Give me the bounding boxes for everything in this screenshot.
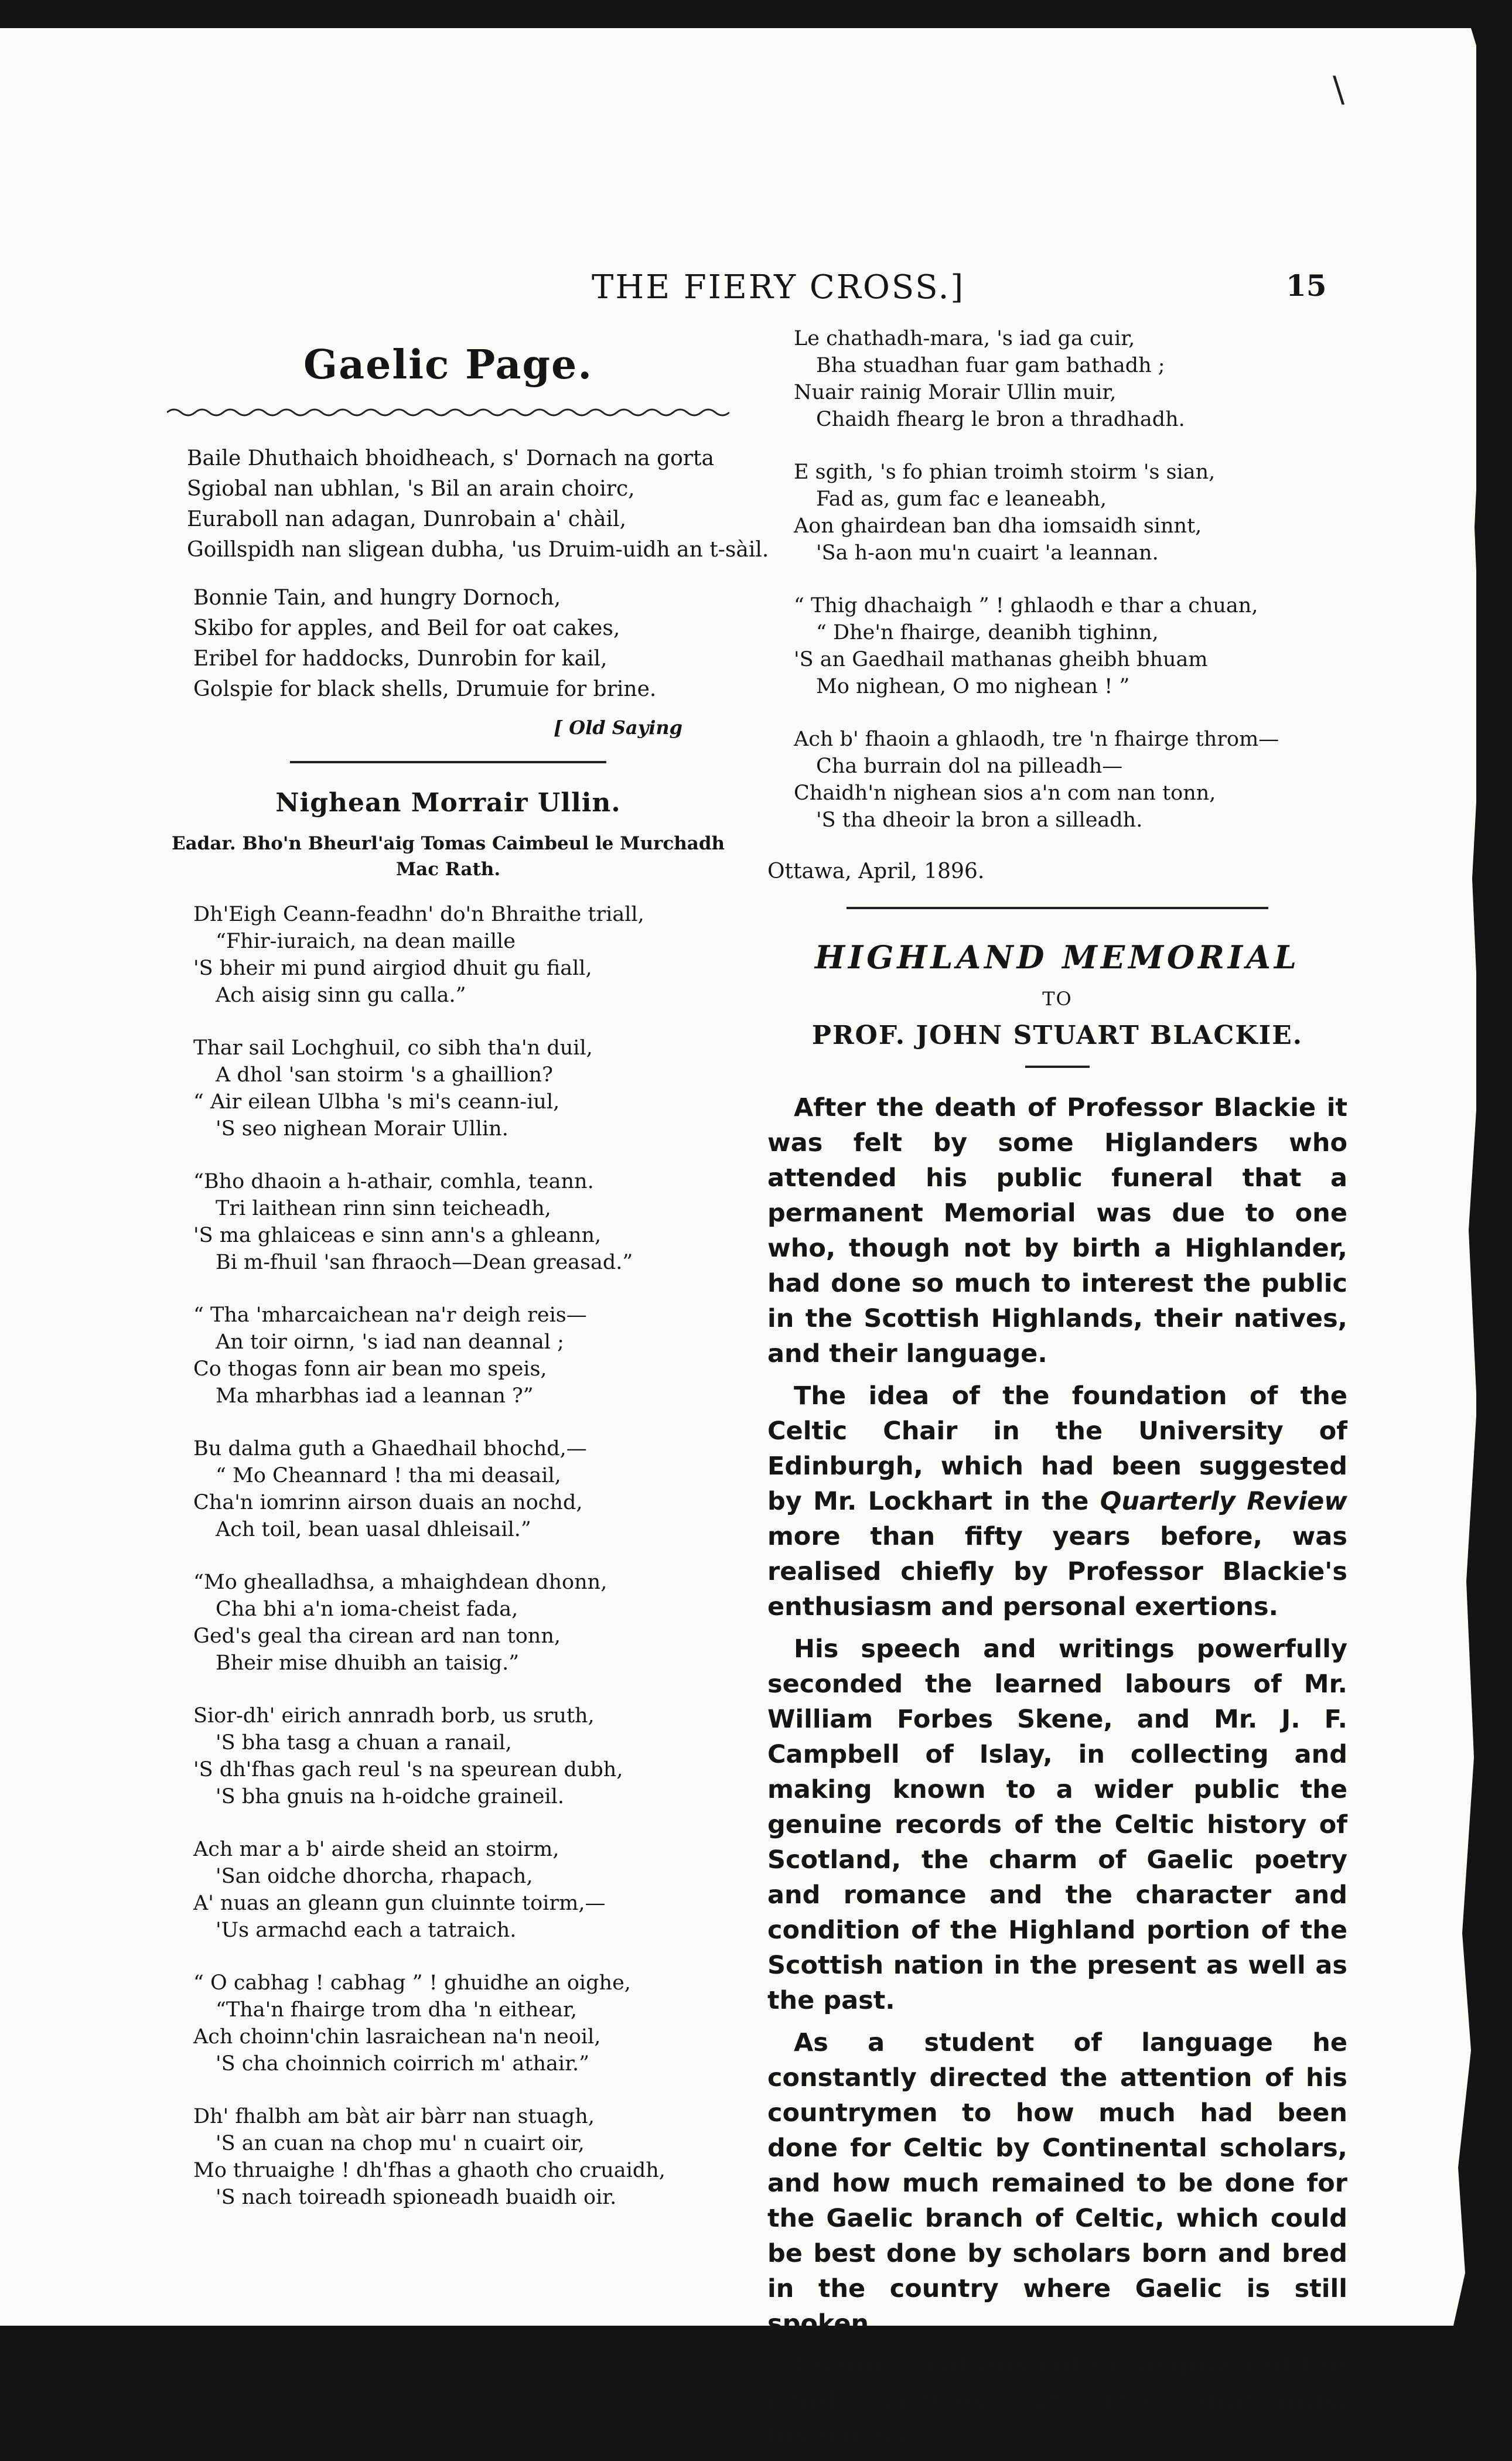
- verse-line: Co thogas fonn air bean mo speis,: [193, 1357, 547, 1381]
- verse-line: “ Mo Cheannard ! tha mi deasail,: [216, 1464, 561, 1487]
- verse-line: A' nuas an gleann gun cluinnte toirm,—: [193, 1892, 606, 1915]
- poem-body-right: [767, 325, 1347, 834]
- memorial-to: TO: [1042, 988, 1073, 1010]
- verse-line: Bheir mise dhuibh an taisig.”: [216, 1651, 520, 1675]
- verse-line: Goillspidh nan sligean dubha, 'us Druim-uidh an t-sàil.: [187, 538, 769, 562]
- verse-line: Chaidh fhearg le bron a thradhadh.: [816, 408, 1185, 431]
- wavy-rule: [167, 406, 729, 419]
- stanza: [767, 459, 1347, 566]
- verse-line: Nuair rainig Morair Ullin muir,: [794, 381, 1117, 404]
- right-column: [767, 325, 1347, 2461]
- verse-line: 'S bheir mi pund airgiod dhuit gu fiall,: [193, 957, 592, 980]
- italic-title: Quarterly Review: [1100, 1487, 1348, 1516]
- verse-line: A dhol 'san stoirm 's a ghaillion?: [216, 1063, 553, 1087]
- article-paragraph: [767, 2349, 1347, 2454]
- memorial-article: [767, 1090, 1347, 2454]
- paragraph-text: more than fifty years before, was realised chiefly by Professor Blackie's enthusiasm and personal exertions.: [767, 1522, 1347, 1622]
- paragraph-text: The idea of the foundation of the Celtic Chair in the University of Edinburgh, which had been suggested by Mr. Lockhart in the: [767, 1381, 1347, 1516]
- verse-line: Eribel for haddocks, Dunrobin for kail,: [193, 647, 607, 671]
- verse-line: Mo nighean, O mo nighean ! ”: [816, 675, 1130, 698]
- verse-line: Baile Dhuthaich bhoidheach, s' Dornach na gorta: [187, 446, 714, 470]
- verse-line: 'S an cuan na chop mu' n cuairt oir,: [216, 2132, 585, 2155]
- verse-line: Thar sail Lochghuil, co sibh tha'n duil,: [193, 1036, 593, 1060]
- stanza: [167, 1035, 729, 1142]
- poem-place-date: Ottawa, April, 1896.: [767, 859, 985, 883]
- stanza: [167, 2103, 729, 2211]
- verse-line: “Fhir-iuraich, na dean maille: [216, 930, 516, 953]
- stanza: [167, 1302, 729, 1409]
- verse-line: 'S bha gnuis na h-oidche graineil.: [216, 1785, 564, 1808]
- verse-line: “Mo ghealladhsa, a mhaighdean dhonn,: [193, 1571, 607, 1594]
- section-title: Gaelic Page.: [303, 342, 593, 388]
- verse-line: Ged's geal tha cirean ard nan tonn,: [193, 1624, 561, 1648]
- verse-line: Bonnie Tain, and hungry Dornoch,: [193, 586, 561, 610]
- verse-line: Ach toil, bean uasal dhleisail.”: [216, 1518, 531, 1541]
- verse-line: Bu dalma guth a Ghaedhail bhochd,—: [193, 1437, 587, 1460]
- verse-line: Bi m-fhuil 'san fhraoch—Dean greasad.”: [216, 1251, 633, 1274]
- page-header: [0, 268, 1512, 309]
- running-title: THE FIERY CROSS.]: [592, 268, 965, 306]
- verse-line: Cha bhi a'n ioma-cheist fada,: [216, 1598, 518, 1621]
- verse-line: Le chathadh-mara, 's iad ga cuir,: [794, 327, 1135, 350]
- verse-line: Sior-dh' eirich annradh borb, us sruth,: [193, 1704, 595, 1728]
- verse-line: Chaidh'n nighean sios a'n com nan tonn,: [794, 781, 1216, 805]
- paragraph-text: After the death of Professor Blackie it was felt by some Higlanders who attended his public funeral that a permanent Memorial was due to one who, though not by birth a Highlander, had done so much to interest the public in the Scottish Highlands, their natives, and their language.: [767, 1093, 1347, 1368]
- article-paragraph: [767, 1090, 1347, 1371]
- memorial-name: PROF. JOHN STUART BLACKIE.: [811, 1020, 1303, 1050]
- verse-line: 'S bha tasg a chuan a ranail,: [216, 1731, 512, 1755]
- heading-rule: [1025, 1066, 1090, 1068]
- torn-page-edge: [1430, 0, 1512, 2326]
- verse-line: 'Us armachd each a tatraich.: [216, 1919, 517, 1942]
- paragraph-text: As a student of language he constantly directed the attention of his countrymen to how much had been done for Celtic by Continental scholars, and how much remained to be done for the Gaelic branch of Celtic, which could be best done by scholars born and bred in the country where Gaelic is still spoken.: [767, 2028, 1347, 2339]
- verse-line: Bha stuadhan fuar gam bathadh ;: [816, 354, 1165, 377]
- stanza: [167, 1168, 729, 1276]
- verse-line: Fad as, gum fac e leaneabh,: [816, 487, 1107, 511]
- stanza: [167, 1702, 729, 1810]
- stanza: [767, 325, 1347, 433]
- article-paragraph: [767, 2025, 1347, 2341]
- memorial-heading: HIGHLAND MEMORIAL: [814, 938, 1301, 976]
- attribution: [ Old Saying: [553, 716, 682, 739]
- verse-line: Ma mharbhas iad a leannan ?”: [216, 1384, 534, 1408]
- verse-line: Aon ghairdean ban dha iomsaidh sinnt,: [794, 514, 1202, 538]
- verse-line: E sgith, 's fo phian troimh stoirm 's sian,: [794, 460, 1216, 484]
- verse-line: Ach choinn'chin lasraichean na'n neoil,: [193, 2025, 601, 2049]
- stanza: [167, 1836, 729, 1944]
- verse-line: An toir oirnn, 's iad nan deannal ;: [216, 1330, 564, 1354]
- verse-line: Cha burrain dol na pilleadh—: [816, 755, 1123, 778]
- verse-line: “ Thig dhachaigh ” ! ghlaodh e thar a chuan,: [794, 594, 1258, 617]
- poem-title: Nighean Morrair Ullin.: [275, 788, 621, 818]
- verse-line: 'San oidche dhorcha, rhapach,: [216, 1865, 533, 1888]
- verse-line: 'S an Gaedhail mathanas gheibh bhuam: [794, 648, 1208, 671]
- stanza: [767, 726, 1347, 834]
- paragraph-text: His speech and writings powerfully seconded the learned labours of Mr. William Forbes Skene, and Mr. J. F. Campbell of Islay, in collecting and making known to a wider public the genuine records of the Celtic history of Scotland, the charm of Gaelic poetry and romance and the character and condition of the Highland portion of the Scottish nation in the present as well as the past.: [767, 1634, 1347, 2015]
- section-divider: [847, 907, 1268, 909]
- paragraph-text: Communications with Glasgow and the chief centres of the Highlands, Inverness,: [767, 2351, 1347, 2451]
- poem-body-left: [167, 901, 729, 2211]
- stanza: [167, 1569, 729, 1677]
- verse-line: “ Tha 'mharcaichean na'r deigh reis—: [193, 1303, 587, 1327]
- verse-line: Tri laithean rinn sinn teicheadh,: [216, 1197, 551, 1220]
- verse-line: 'S seo nighean Morair Ullin.: [216, 1117, 508, 1141]
- left-column: [167, 325, 769, 2237]
- verse-line: Mo thruaighe ! dh'fhas a ghaoth cho cruaidh,: [193, 2159, 665, 2182]
- verse-line: Euraboll nan adagan, Dunrobain a' chàil,: [187, 507, 627, 531]
- stanza: [167, 901, 729, 1009]
- verse-line: “ Air eilean Ulbha 's mi's ceann-iul,: [193, 1090, 560, 1114]
- verse-line: Skibo for apples, and Beil for oat cakes,: [193, 616, 620, 640]
- verse-line: “ Dhe'n fhairge, deanibh tighinn,: [816, 621, 1159, 644]
- place-verse: [167, 443, 769, 565]
- stanza: [167, 1970, 729, 2077]
- verse-line: Dh'Eigh Ceann-feadhn' do'n Bhraithe triall,: [193, 903, 644, 926]
- verse-line: 'Sa h-aon mu'n cuairt 'a leannan.: [816, 541, 1159, 565]
- poem-byline: Eadar. Bho'n Bheurl'aig Tomas Caimbeul le Murchadh Mac Rath.: [171, 833, 725, 880]
- verse-line: Golspie for black shells, Drumuie for brine.: [193, 677, 657, 701]
- verse-line: “Bho dhaoin a h-athair, comhla, teann.: [193, 1170, 594, 1193]
- verse-line: Cha'n iomrinn airson duais an nochd,: [193, 1491, 583, 1514]
- verse-line: 'S cha choinnich coirrich m' athair.”: [216, 2052, 589, 2076]
- stanza: [767, 592, 1347, 700]
- verse-line: “ O cabhag ! cabhag ” ! ghuidhe an oighe,: [193, 1971, 631, 1995]
- article-paragraph: [767, 1378, 1347, 1624]
- corner-mark: \: [1333, 69, 1345, 110]
- verse-line: 'S dh'fhas gach reul 's na speurean dubh,: [193, 1758, 623, 1781]
- article-paragraph: [767, 1631, 1347, 2018]
- verse-line: 'S ma ghlaiceas e sinn ann's a ghleann,: [193, 1224, 602, 1247]
- verse-line: Ach mar a b' airde sheid an stoirm,: [193, 1838, 559, 1861]
- verse-line: “Tha'n fhairge trom dha 'n eithear,: [216, 1998, 577, 2022]
- english-verse: [167, 583, 729, 705]
- verse-line: Ach b' fhaoin a ghlaodh, tre 'n fhairge throm—: [794, 728, 1279, 751]
- verse-line: Ach aisig sinn gu calla.”: [216, 984, 466, 1007]
- verse-line: 'S tha dheoir la bron a silleadh.: [816, 808, 1143, 832]
- verse-line: Dh' fhalbh am bàt air bàrr nan stuagh,: [193, 2105, 595, 2128]
- verse-line: Sgiobal nan ubhlan, 's Bil an arain choirc,: [187, 477, 635, 501]
- page-number: 15: [1286, 268, 1327, 303]
- stanza: [167, 1435, 729, 1543]
- verse-line: 'S nach toireadh spioneadh buaidh oir.: [216, 2186, 617, 2209]
- section-divider: [290, 761, 606, 763]
